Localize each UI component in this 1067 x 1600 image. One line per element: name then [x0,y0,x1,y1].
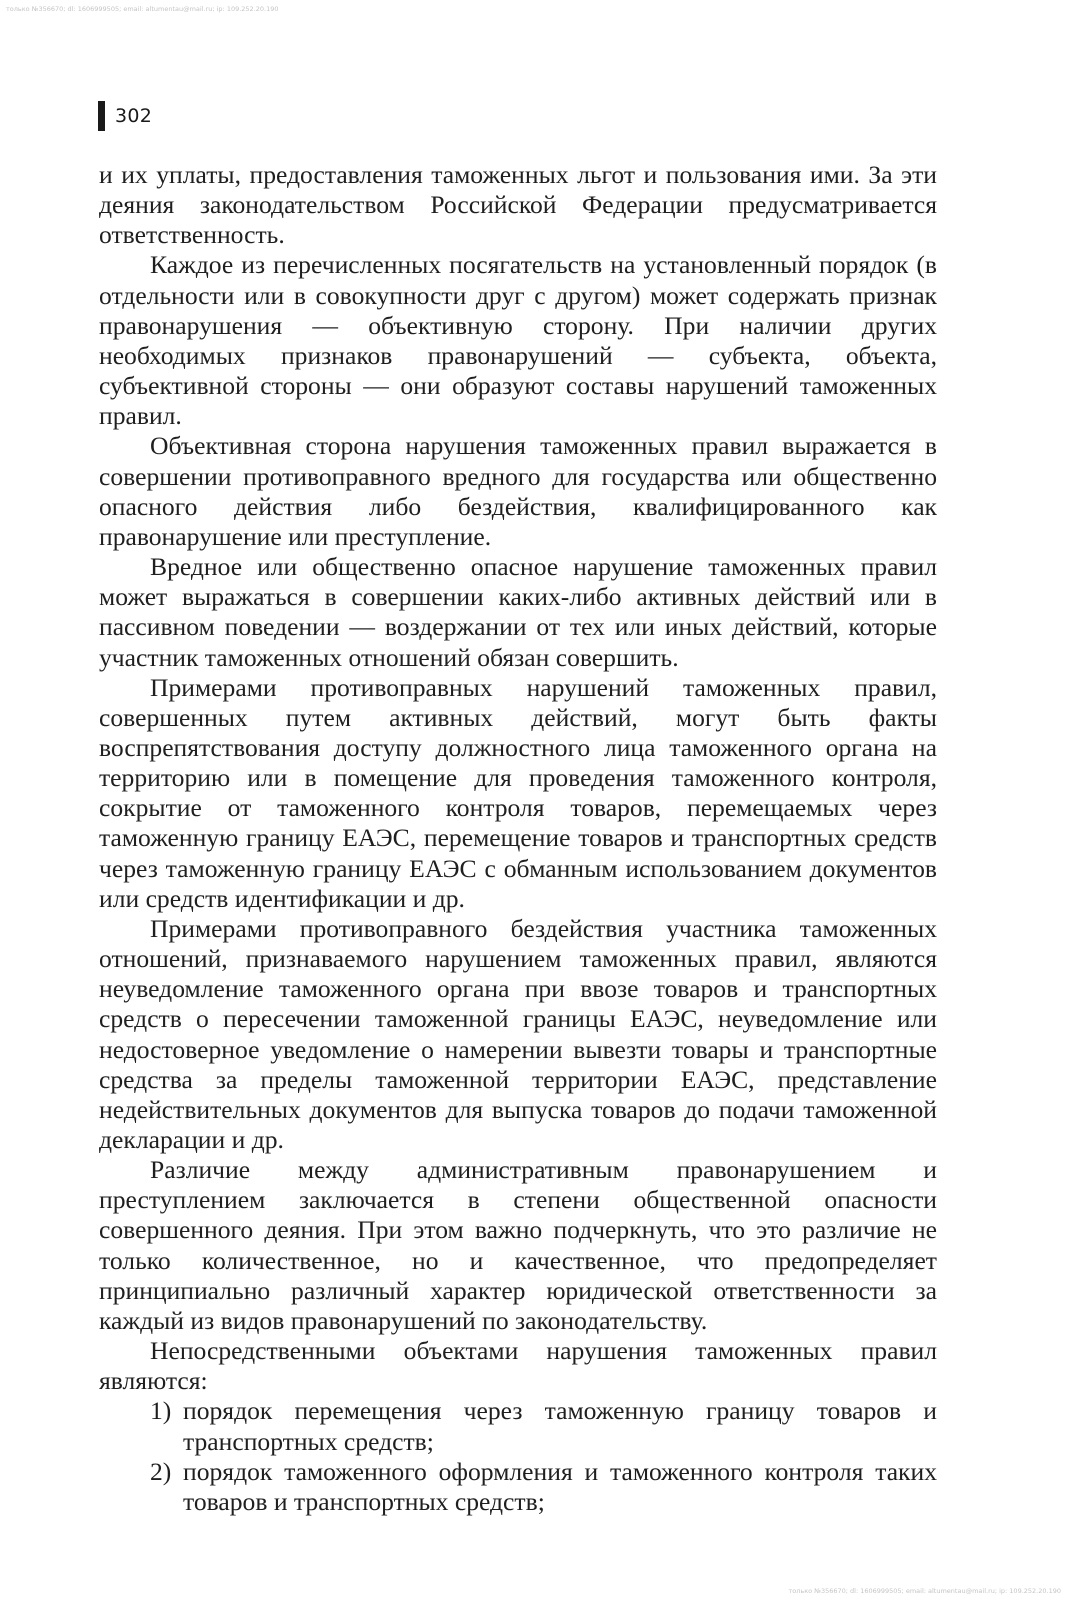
paragraph: Непосредственными объектами нарушения таможенных правил являются: [99,1336,937,1396]
list-item [150,1457,937,1517]
list-item-text: порядок перемещения через таможенную границу товаров и транспортных средств; [183,1396,937,1456]
page-number: 302 [115,105,153,127]
list-item [150,1396,937,1456]
paragraph: Различие между административным правонарушением и преступлением заключается в степени общественной опасности совершенного деяния. При этом важно подчеркнуть, что это различие не только количественное, но и качественное, что предопределяет принципиально различный характер юридической ответственности за каждый из видов правонарушений по законодательству. [99,1155,937,1335]
paragraph: Примерами противоправного бездействия участника таможенных отношений, признаваемого нарушением таможенных правил, являются неуведомление таможенного органа при ввозе товаров и транспортных средств о пересечении таможенной границы ЕАЭС, неуведомление или недостоверное уведомление о намерении вывезти товары и транспортные средства за пределы таможенной территории ЕАЭС, представление недействительных документов для выпуска товаров до подачи таможенной декларации и др. [99,913,937,1154]
page-body [99,160,937,1517]
paragraph: Вредное или общественно опасное нарушение таможенных правил может выражаться в совершении каких-либо активных действий или в пассивном поведении — воздержании от тех или иных действий, которые участник таможенных отношений обязан совершить. [99,552,937,672]
list-item-number: 2) [150,1456,172,1486]
list-item-number: 1) [150,1396,172,1426]
paragraph: Примерами противоправных нарушений таможенных правил, совершенных путем активных действий, могут быть факты воспрепятствования доступу должностного лица таможенного органа на территорию или в помещение для проведения таможенного контроля, сокрытие от таможенного контроля товаров, перемещаемых через таможенную границу ЕАЭС, перемещение товаров и транспортных средств через таможенную границу ЕАЭС с обманным использованием документов или средств идентификации и др. [99,672,937,913]
paragraph-continuation: и их уплаты, предоставления таможенных льгот и пользования ими. За эти деяния законодательством Российской Федерации предусматривается ответственность. [99,160,937,250]
paragraph: Каждое из перечисленных посягательств на установленный порядок (в отдельности или в совокупности друг с другом) может содержать признак правонарушения — объективную сторону. При наличии других необходимых признаков правонарушений — субъекта, объекта, субъективной стороны — они образуют составы нарушений таможенных правил. [99,250,937,431]
paragraph: Объективная сторона нарушения таможенных правил выражается в совершении противоправного вредного для государства или общественно опасного действия либо бездействия, квалифицированного как правонарушение или преступление. [99,431,937,551]
watermark-top: только №356670; dl: 1606999505; email: altumentau@mail.ru; ip: 109.252.20.190 [6,5,279,13]
page-header [98,101,152,131]
header-bar [98,101,105,131]
list-item-text: порядок таможенного оформления и таможенного контроля таких товаров и транспортных средств; [183,1456,937,1516]
watermark-bottom: только №356670; dl: 1606999505; email: altumentau@mail.ru; ip: 109.252.20.190 [788,1587,1061,1595]
